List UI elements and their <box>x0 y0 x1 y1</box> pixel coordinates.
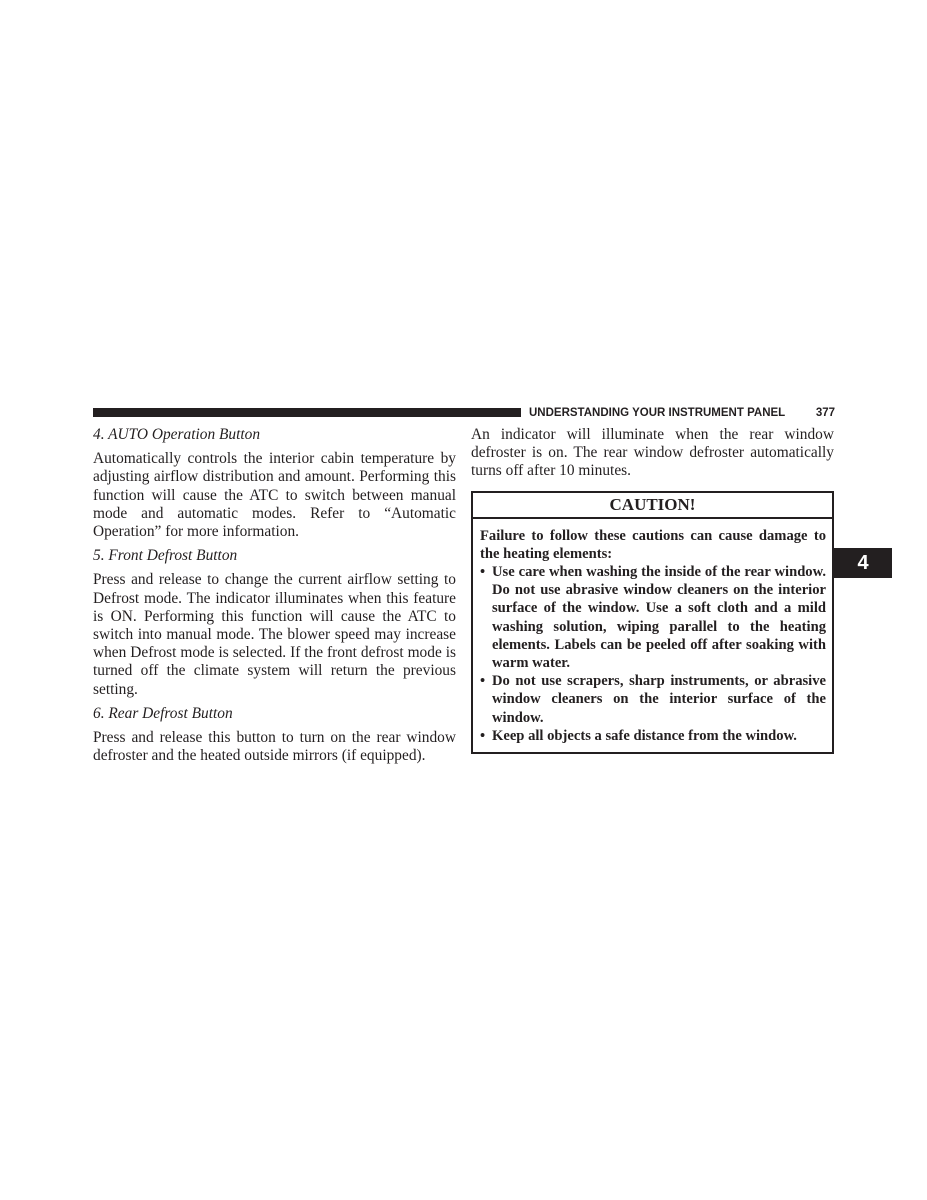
chapter-tab: 4 <box>834 548 892 578</box>
indicator-paragraph: An indicator will illuminate when the rear window defroster is on. The rear window defroster automatically turns off after 10 minutes. <box>471 426 834 480</box>
bullet-icon: • <box>480 564 486 581</box>
right-column <box>471 426 834 754</box>
caution-box <box>471 491 834 754</box>
caution-body <box>473 519 832 752</box>
page-number: 377 <box>815 407 835 419</box>
bullet-icon: • <box>480 673 486 690</box>
section-title: UNDERSTANDING YOUR INSTRUMENT PANEL <box>529 407 786 419</box>
bullet-icon: • <box>480 727 486 744</box>
auto-operation-paragraph: Automatically controls the interior cabin temperature by adjusting airflow distribution and amount. Performing this function will cause the ATC to switch between manual mode and automatic modes. Refer to “Automatic Operation” for more information. <box>93 450 456 541</box>
caution-item-scrapers <box>480 672 826 727</box>
rear-defrost-heading: 6. Rear Defrost Button <box>93 704 233 722</box>
caution-list <box>480 563 826 745</box>
caution-item-washing <box>480 563 826 672</box>
caution-item-text: Do not use scrapers, sharp instruments, or abrasive window cleaners on the interior surface of the window. <box>492 673 826 726</box>
caution-intro: Failure to follow these cautions can cause damage to the heating elements: <box>480 527 826 562</box>
auto-operation-heading: 4. AUTO Operation Button <box>93 426 261 443</box>
caution-title: CAUTION! <box>473 493 832 519</box>
front-defrost-paragraph: Press and release to change the current airflow setting to Defrost mode. The indicator illuminates when this feature is ON. Performing this function will cause the ATC to switch into manual mode. The blower speed may increase when Defrost mode is selected. If the front defrost mode is turned off the climate system will return the previous setting. <box>93 571 456 698</box>
front-defrost-heading: 5. Front Defrost Button <box>93 547 238 565</box>
caution-item-distance <box>480 727 826 745</box>
running-header <box>529 405 835 421</box>
left-column <box>93 426 456 771</box>
header-rule <box>93 408 521 417</box>
caution-item-text: Use care when washing the inside of the rear window. Do not use abrasive window cleaners on the interior surface of the window. Use a soft cloth and a mild washing solution, wiping parallel to the heating elements. Labels can be peeled off after soaking with warm water. <box>492 564 826 672</box>
rear-defrost-paragraph: Press and release this button to turn on the rear window defroster and the heated outside mirrors (if equipped). <box>93 729 456 765</box>
caution-item-text: Keep all objects a safe distance from the window. <box>492 727 797 744</box>
